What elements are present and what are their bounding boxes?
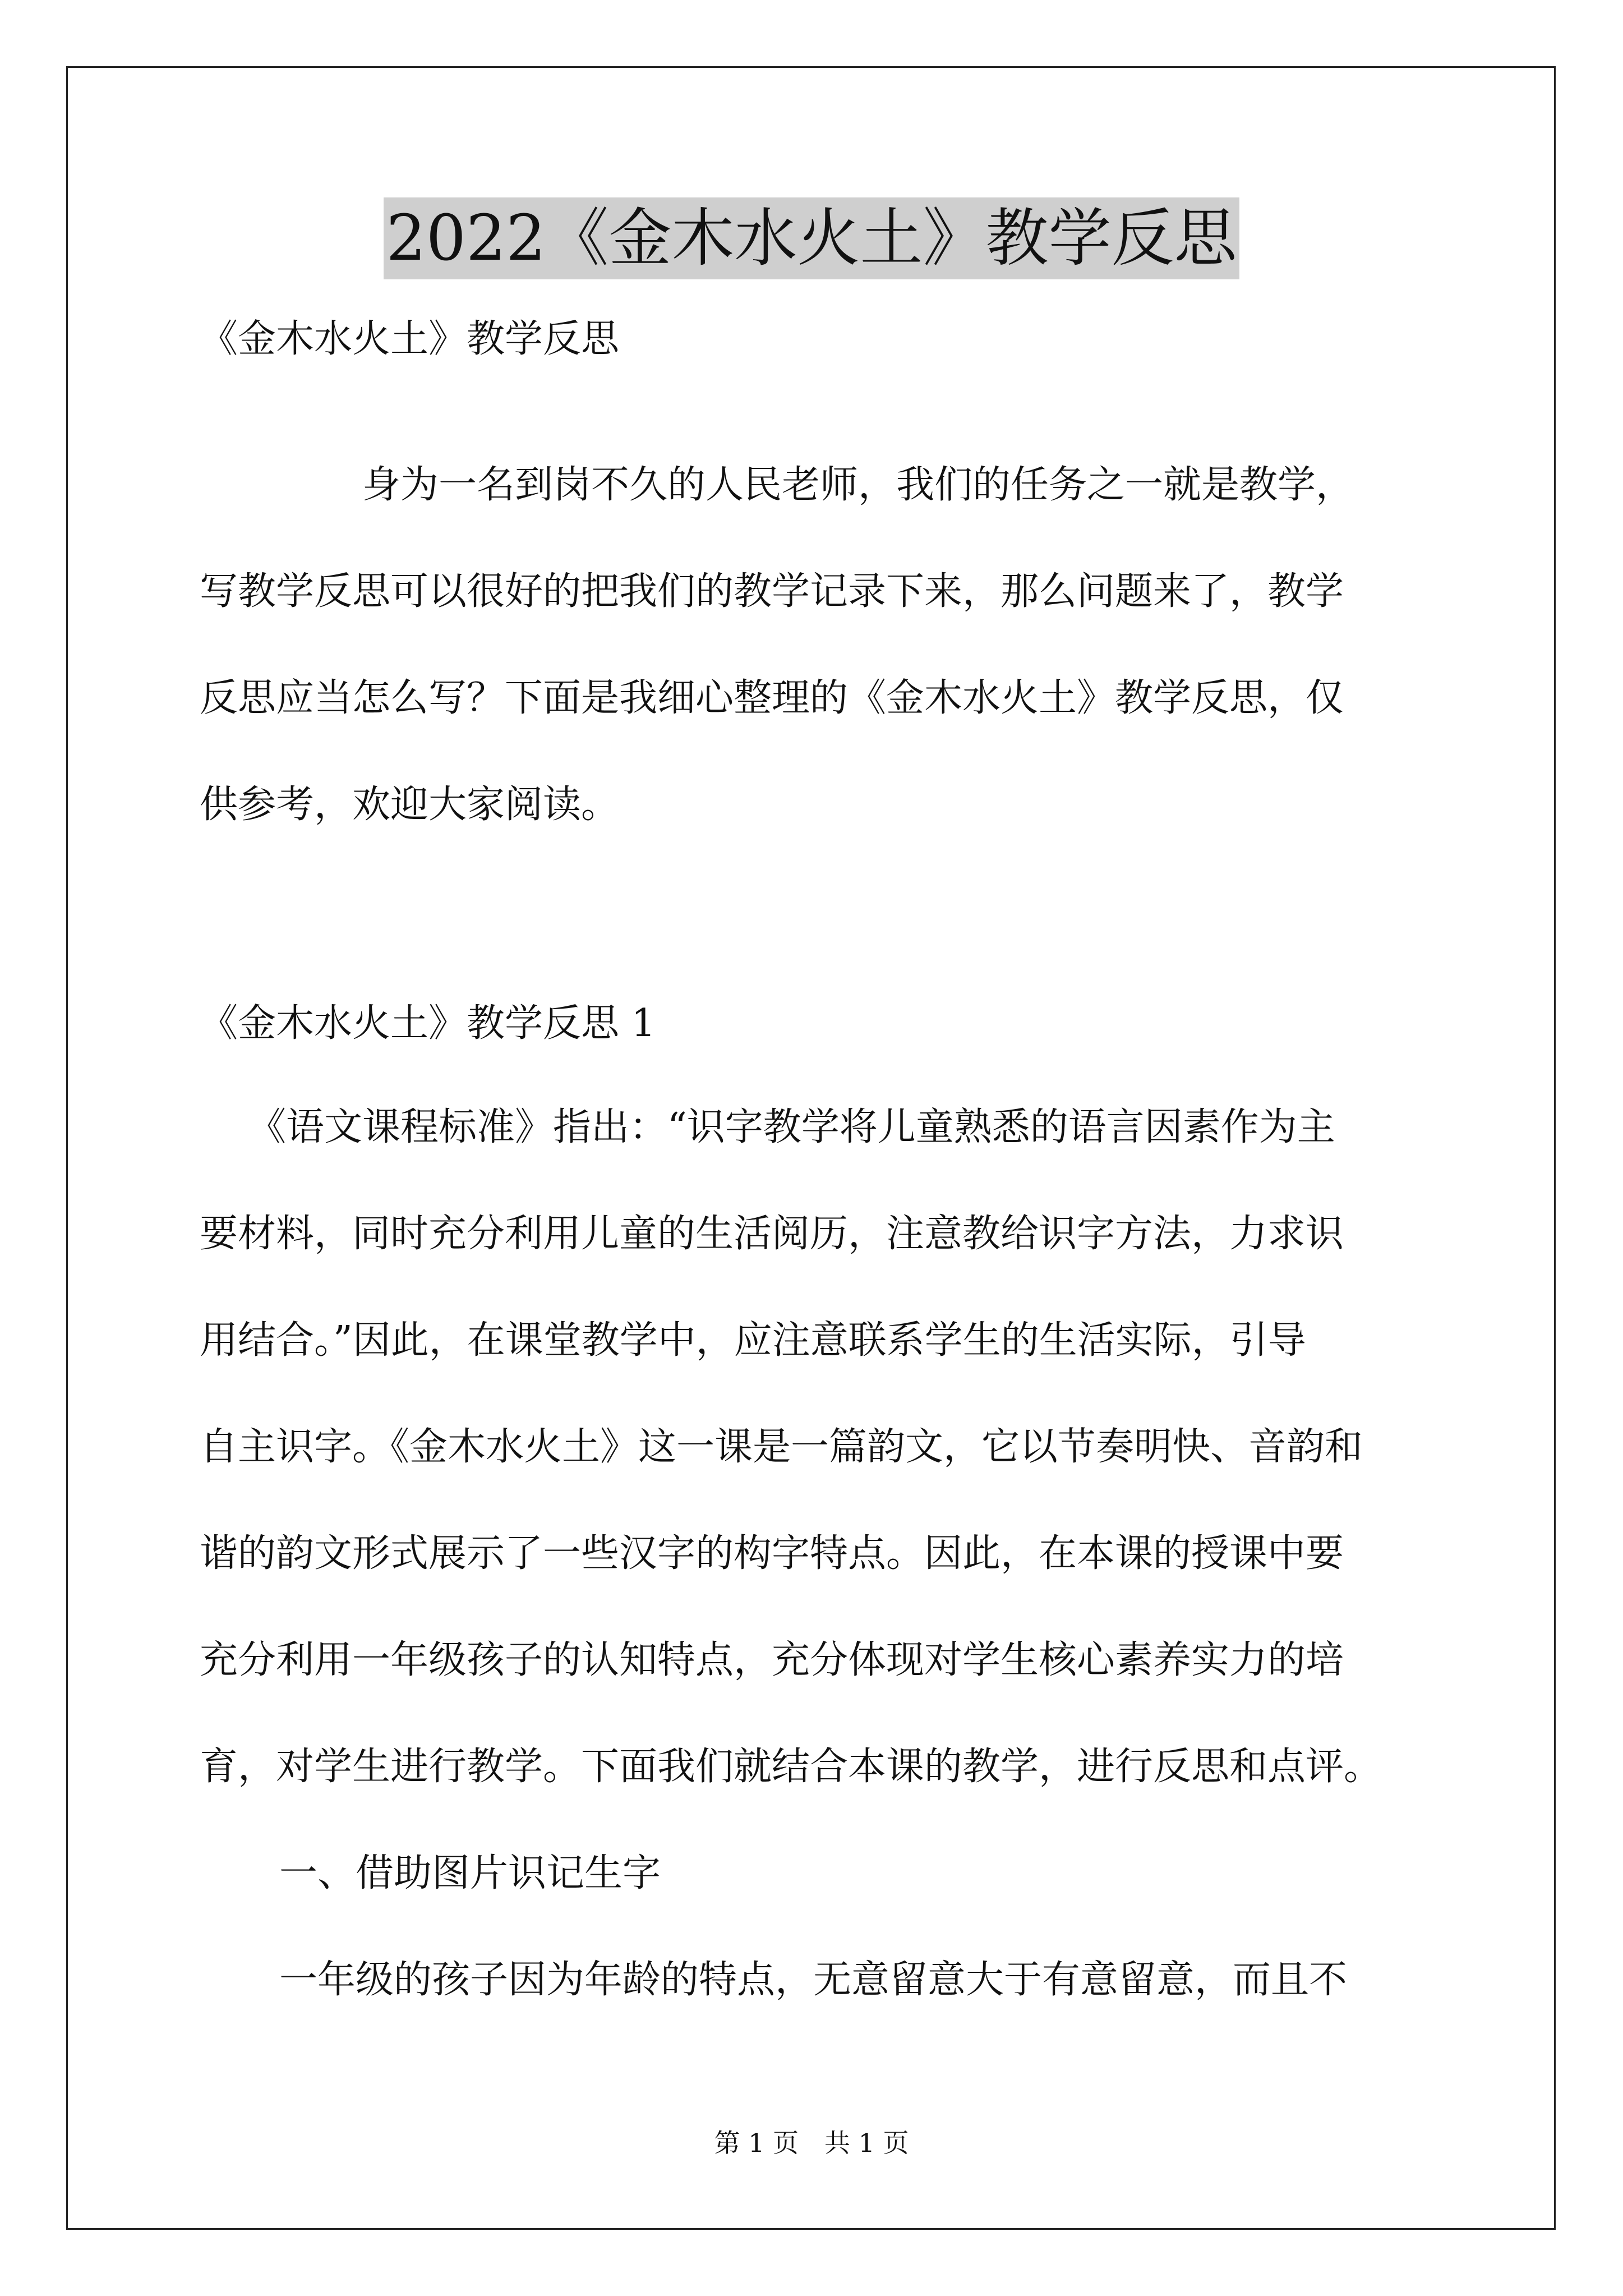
intro-line-2: 写教学反思可以很好的把我们的教学记录下来，那么问题来了，教学 [200,569,1344,614]
paragraph-line-8: 一年级的孩子因为年龄的特点，无意留意大于有意留意，而且不 [279,1958,1348,2002]
intro-line-1: 身为一名到岗不久的人民老师，我们的任务之一就是教学， [362,463,1354,507]
document-title: 2022《金木水火土》教学反思 [384,197,1239,279]
title-container [0,197,1623,279]
section-1-heading: 《金木水火土》教学反思 1 [200,1001,656,1046]
paragraph-line-4: 自主识字。《金木水火土》这一课是一篇韵文，它以节奏明快、音韵和 [200,1425,1363,1469]
page-footer: 第 1 页 共 1 页 [714,2128,909,2158]
document-subtitle: 《金木水火土》教学反思 [200,317,620,361]
paragraph-line-3: 用结合。”因此，在课堂教学中，应注意联系学生的生活实际，引导 [200,1318,1306,1363]
paragraph-line-1: 《语文课程标准》指出：“识字教学将儿童熟悉的语言因素作为主 [248,1105,1335,1149]
subheading-1: 一、借助图片识记生字 [279,1851,661,1895]
paragraph-line-2: 要材料，同时充分利用儿童的生活阅历，注意教给识字方法，力求识 [200,1212,1344,1256]
paragraph-line-6: 充分利用一年级孩子的认知特点，充分体现对学生核心素养实力的培 [200,1638,1344,1682]
intro-line-4: 供参考，欢迎大家阅读。 [200,783,620,827]
paragraph-line-7: 育，对学生进行教学。下面我们就结合本课的教学，进行反思和点评。 [200,1745,1382,1789]
intro-line-3: 反思应当怎么写？下面是我细心整理的《金木水火土》教学反思，仅 [200,676,1344,720]
paragraph-line-5: 谐的韵文形式展示了一些汉字的构字特点。因此，在本课的授课中要 [200,1531,1344,1576]
